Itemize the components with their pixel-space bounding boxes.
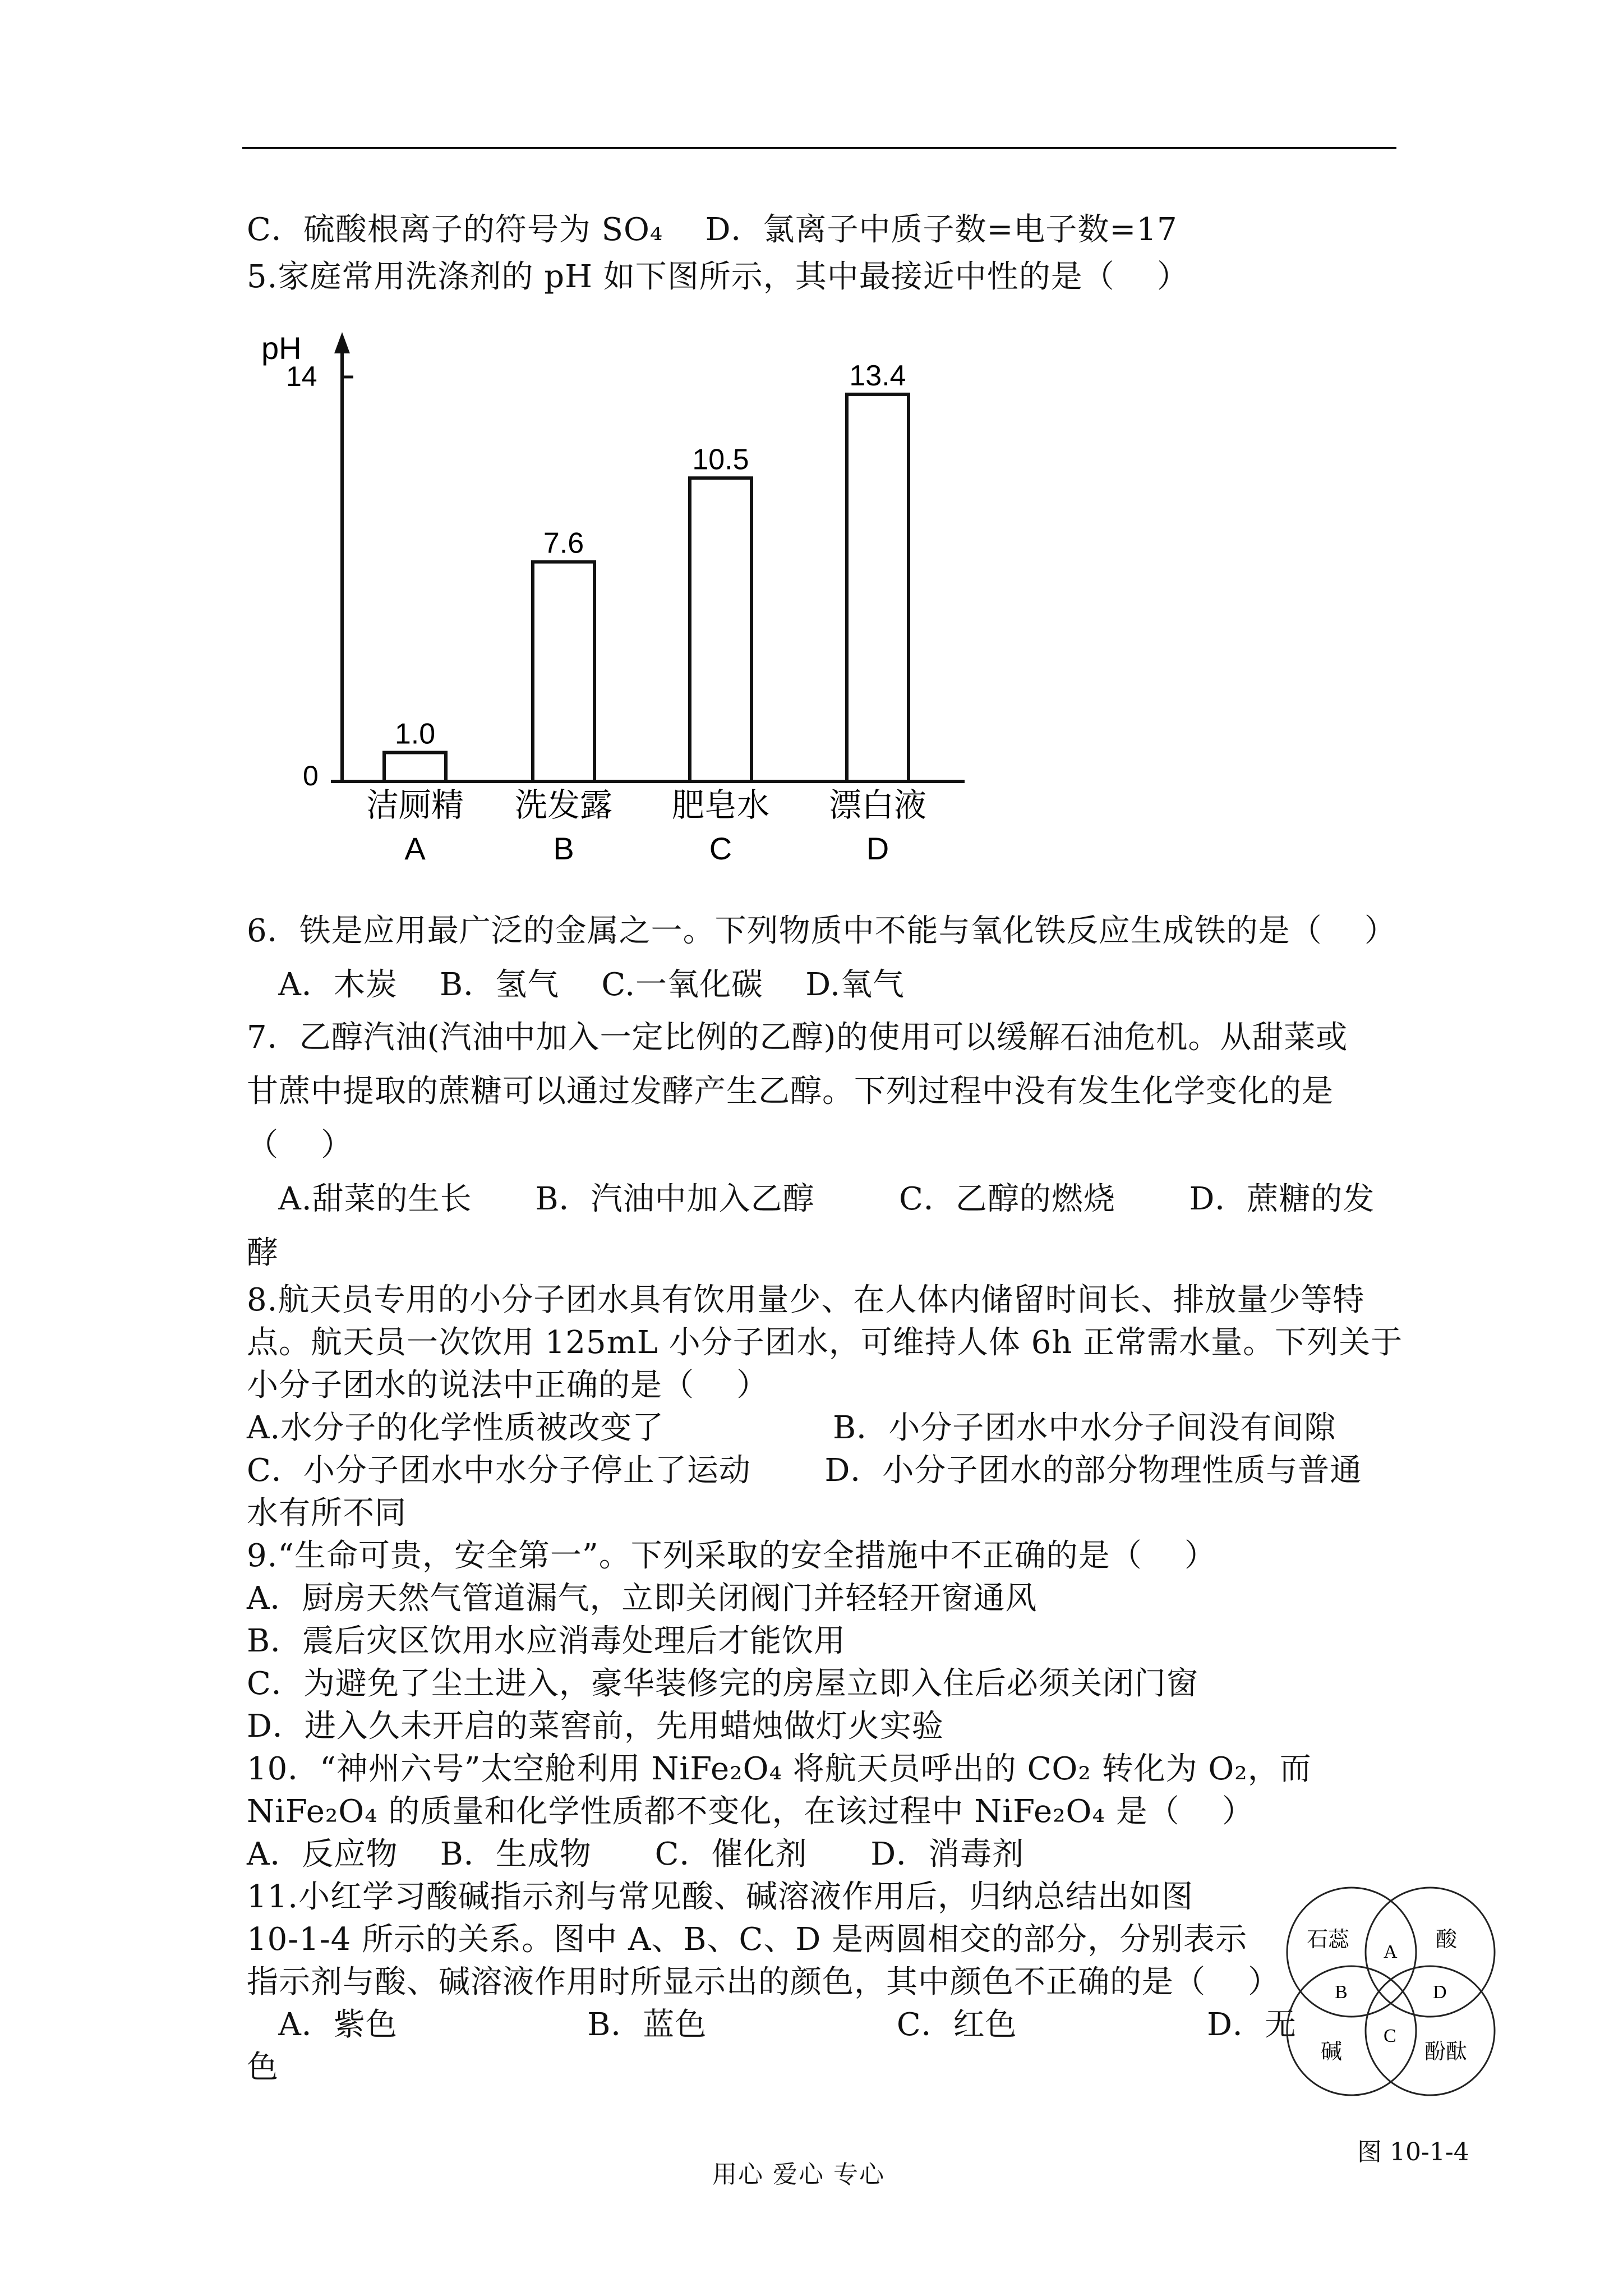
page-footer: 用心 爱心 专心 <box>712 2160 885 2189</box>
bar-b <box>533 562 594 781</box>
q8-stem-line1: 8.航天员专用的小分子团水具有饮用量少、在人体内储留时间长、排放量少等特 <box>247 1282 1365 1318</box>
q8-options-cd: C．小分子团水中水分子停止了运动 D．小分子团水的部分物理性质与普通 <box>247 1452 1362 1489</box>
q11-stem-line2: 10-1-4 所示的关系。图中 A、B、C、D 是两圆相交的部分，分别表示 <box>247 1921 1248 1958</box>
q11-stem-line3: 指示剂与酸、碱溶液作用时所显示出的颜色，其中颜色不正确的是（ ） <box>247 1964 1280 2000</box>
y-tick-label-max: 14 <box>286 361 317 392</box>
bar-c <box>690 478 751 781</box>
indicator-venn-diagram <box>1273 1874 1509 2109</box>
q7-options-wrap: 酵 <box>247 1235 279 1271</box>
q6-options: A．木炭 B．氢气 C.一氧化碳 D.氧气 <box>247 967 905 1003</box>
q8-stem-line2: 点。航天员一次饮用 125mL 小分子团水，可维持人体 6h 正常需水量。下列关于 <box>247 1324 1403 1361</box>
y-axis-label: pH <box>261 330 302 366</box>
venn-label-litmus: 石蕊 <box>1307 1927 1350 1952</box>
venn-label-acid: 酸 <box>1436 1927 1458 1952</box>
q9-stem: 9.“生命可贵，安全第一”。下列采取的安全措施中不正确的是（ ） <box>247 1538 1216 1574</box>
q8-options-wrap: 水有所不同 <box>247 1495 407 1531</box>
venn-circle-base <box>1287 1966 1416 2095</box>
bar-value-label: 7.6 <box>543 527 584 560</box>
x-category-letter: B <box>553 831 574 866</box>
bar-value-label: 13.4 <box>849 359 906 392</box>
q10-stem-line2: NiFe₂O₄ 的质量和化学性质都不变化，在该过程中 NiFe₂O₄ 是（ ） <box>247 1793 1254 1830</box>
q8-stem-line3: 小分子团水的说法中正确的是（ ） <box>247 1367 769 1404</box>
x-category-letter: D <box>866 831 889 866</box>
venn-region-d: D <box>1433 1982 1447 2003</box>
bar-value-label: 1.0 <box>394 717 436 751</box>
q8-options-ab: A.水分子的化学性质被改变了 B．小分子团水中水分子间没有间隙 <box>247 1410 1336 1446</box>
venn-region-a: A <box>1384 1941 1398 1962</box>
venn-label-base: 碱 <box>1321 2039 1343 2064</box>
bar-group <box>366 360 926 866</box>
q9-option-a: A．厨房天然气管道漏气，立即关闭阀门并轻轻开窗通风 <box>247 1580 1038 1617</box>
q7-stem-line2: 甘蔗中提取的蔗糖可以通过发酵产生乙醇。下列过程中没有发生化学变化的是 <box>247 1073 1334 1110</box>
x-category-label: 肥皂水 <box>671 786 770 824</box>
bar-value-label: 10.5 <box>692 443 749 476</box>
q10-stem-line1: 10．“神州六号”太空舱利用 NiFe₂O₄ 将航天员呼出的 CO₂ 转化为 O₂，而 <box>247 1751 1312 1787</box>
q7-options: A.甜菜的生长 B．汽油中加入乙醇 C．乙醇的燃烧 D．蔗糖的发 <box>247 1181 1375 1217</box>
x-category-letter: A <box>404 831 426 866</box>
venn-region-c: C <box>1384 2026 1396 2046</box>
q9-option-d: D．进入久未开启的菜窖前，先用蜡烛做灯火实验 <box>247 1708 944 1745</box>
x-category-label: 漂白液 <box>828 786 927 824</box>
figure-caption: 图 10-1-4 <box>1357 2138 1469 2166</box>
bar-a <box>384 753 446 782</box>
x-category-label: 洗发露 <box>514 786 613 824</box>
q7-stem-line1: 7．乙醇汽油(汽油中加入一定比例的乙醇)的使用可以缓解石油危机。从甜菜或 <box>247 1019 1348 1056</box>
venn-label-phenolphthalein: 酚酞 <box>1424 2039 1468 2064</box>
q9-option-c: C．为避免了尘土进入，豪华装修完的房屋立即入住后必须关闭门窗 <box>247 1665 1198 1702</box>
q10-options: A．反应物 B．生成物 C．催化剂 D．消毒剂 <box>247 1836 1025 1872</box>
header-rule <box>242 147 1396 149</box>
y-axis-arrow <box>334 332 350 353</box>
x-category-letter: C <box>709 831 732 866</box>
q7-stem-line3: （ ） <box>247 1127 353 1163</box>
y-tick-label-zero: 0 <box>303 760 319 792</box>
x-category-label: 洁厕精 <box>366 786 464 824</box>
q4-option-line: C．硫酸根离子的符号为 SO₄ D．氯离子中质子数=电子数=17 <box>247 211 1178 248</box>
ph-bar-chart <box>247 314 987 886</box>
q9-option-b: B．震后灾区饮用水应消毒处理后才能饮用 <box>247 1623 846 1659</box>
q6-stem: 6．铁是应用最广泛的金属之一。下列物质中不能与氧化铁反应生成铁的是（ ） <box>247 913 1396 949</box>
q11-stem-line1: 11.小红学习酸碱指示剂与常见酸、碱溶液作用后，归纳总结出如图 <box>247 1879 1194 1915</box>
bar-d <box>847 394 909 781</box>
q11-options-wrap: 色 <box>247 2049 279 2086</box>
q11-options: A．紫色 B．蓝色 C．红色 D．无 <box>247 2007 1297 2043</box>
q5-stem: 5.家庭常用洗涤剂的 pH 如下图所示，其中最接近中性的是（ ） <box>247 259 1189 295</box>
venn-region-b: B <box>1335 1982 1348 2003</box>
